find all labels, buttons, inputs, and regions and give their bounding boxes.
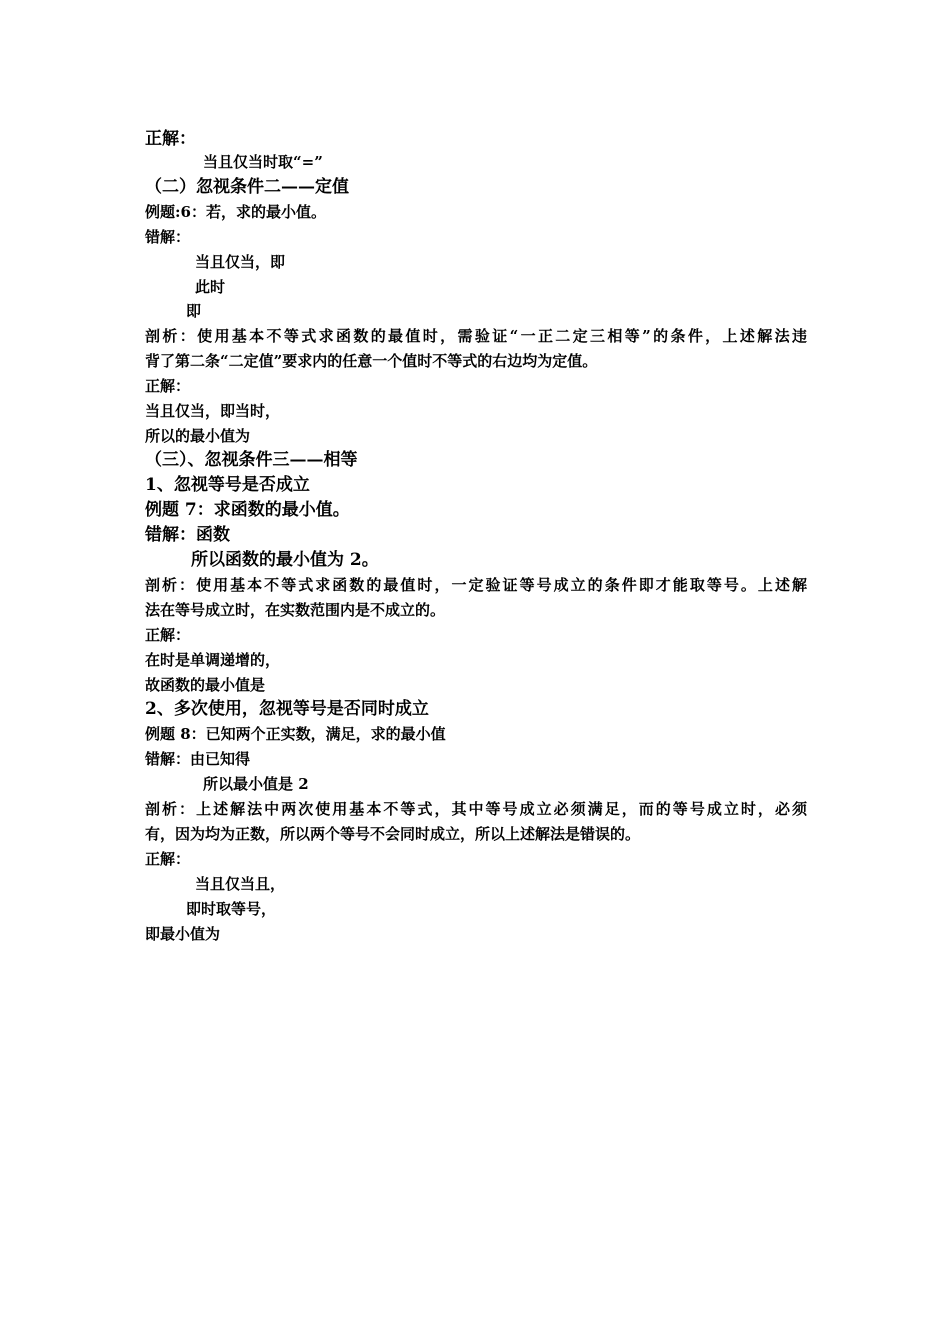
correct-solution-label: 正解：: [145, 850, 191, 868]
equality-condition-line: 当且仅当时取“=”: [203, 153, 323, 171]
analysis-paragraph-continued: 有，因为均为正数，所以两个等号不会同时成立，所以上述解法是错误的。: [145, 825, 641, 843]
analysis-paragraph-continued: 背了第二条“二定值”要求内的任意一个值时不等式的右边均为定值。: [145, 352, 598, 370]
wrong-solution-label: 错解：函数: [145, 525, 230, 545]
analysis-paragraph: 剖析：上述解法中两次使用基本不等式，其中等号成立必须满足，而的等号成立时，必须: [145, 800, 807, 818]
solution-line: 当且仅当，即: [195, 253, 286, 271]
solution-line: 即时取等号，: [186, 900, 277, 918]
solution-line: 即最小值为: [145, 925, 221, 943]
solution-line: 所以函数的最小值为 2。: [191, 550, 379, 570]
solution-line: 当且仅当，即当时，: [145, 402, 281, 420]
example-8-title: 例题 8：已知两个正实数，满足，求的最小值: [145, 725, 446, 743]
subsection-heading-2: 2、多次使用，忽视等号是否同时成立: [145, 699, 429, 719]
section-heading-2: （二）忽视条件二——定值: [145, 177, 349, 197]
wrong-solution-label: 错解：: [145, 228, 191, 246]
example-6-title: 例题:6：若，求的最小值。: [145, 203, 326, 221]
solution-line: 此时: [195, 278, 226, 296]
section-heading-3: （三）、忽视条件三——相等: [145, 450, 358, 470]
subsection-heading-1: 1、忽视等号是否成立: [145, 475, 310, 495]
solution-line: 所以的最小值为: [145, 427, 251, 445]
solution-line: 故函数的最小值是: [145, 676, 266, 694]
analysis-paragraph: 剖析：使用基本不等式求函数的最值时，一定验证等号成立的条件即才能取等号。上述解: [145, 576, 807, 594]
solution-line: 当且仅当且，: [195, 875, 286, 893]
analysis-paragraph-continued: 法在等号成立时，在实数范围内是不成立的。: [145, 601, 446, 619]
solution-line: 即: [186, 302, 202, 320]
example-7-title: 例题 7：求函数的最小值。: [145, 500, 350, 520]
correct-solution-label: 正解：: [145, 377, 191, 395]
solution-line: 在时是单调递增的，: [145, 651, 281, 669]
solution-line: 所以最小值是 2: [203, 775, 309, 793]
wrong-solution-label: 错解：由已知得: [145, 750, 251, 768]
correct-solution-label: 正解：: [145, 129, 196, 149]
correct-solution-label: 正解：: [145, 626, 191, 644]
analysis-paragraph: 剖析：使用基本不等式求函数的最值时，需验证“一正二定三相等”的条件，上述解法违: [145, 327, 807, 345]
